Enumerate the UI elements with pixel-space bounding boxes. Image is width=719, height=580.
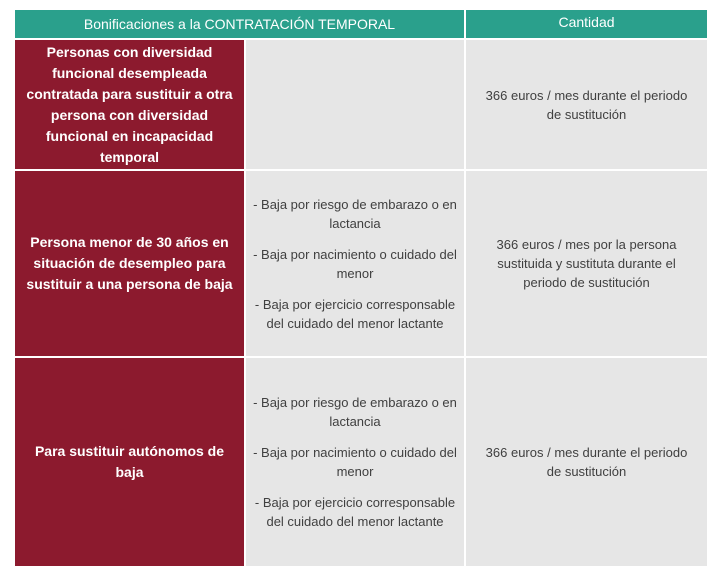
row-2-label: Persona menor de 30 años en situación de desempleo para sustituir a una persona de baja [15, 171, 246, 358]
row-1-label: Personas con diversidad funcional desempleada contratada para sustituir a otra persona con diversidad funcional en incapacidad temporal [15, 40, 246, 171]
row-2-detail-2: - Baja por nacimiento o cuidado del menor [253, 246, 457, 281]
row-3-details [246, 358, 466, 566]
row-1-details [246, 40, 466, 171]
row-3-detail-2: - Baja por nacimiento o cuidado del menor [253, 445, 457, 479]
row-2-detail-3: - Baja por ejercicio corresponsable del cuidado del menor lactante [254, 296, 456, 331]
header-cantidad: Cantidad [466, 10, 707, 40]
bonificaciones-table [15, 10, 707, 566]
row-3-label: Para sustituir autónomos de baja [15, 358, 246, 566]
row-2-amount: 366 euros / mes por la persona sustituida y sustituta durante el periodo de sustitución [466, 171, 707, 358]
row-3-detail-1: - Baja por riesgo de embarazo o en lactancia [253, 395, 457, 429]
header-bonificaciones: Bonificaciones a la CONTRATACIÓN TEMPORAL [15, 10, 466, 40]
row-3-detail-3: - Baja por ejercicio corresponsable del cuidado del menor lactante [254, 495, 456, 529]
row-3-amount: 366 euros / mes durante el periodo de sustitución [466, 358, 707, 566]
row-2-detail-1: - Baja por riesgo de embarazo o en lactancia [253, 196, 457, 231]
row-2-details [246, 171, 466, 358]
row-1-amount: 366 euros / mes durante el periodo de sustitución [466, 40, 707, 171]
